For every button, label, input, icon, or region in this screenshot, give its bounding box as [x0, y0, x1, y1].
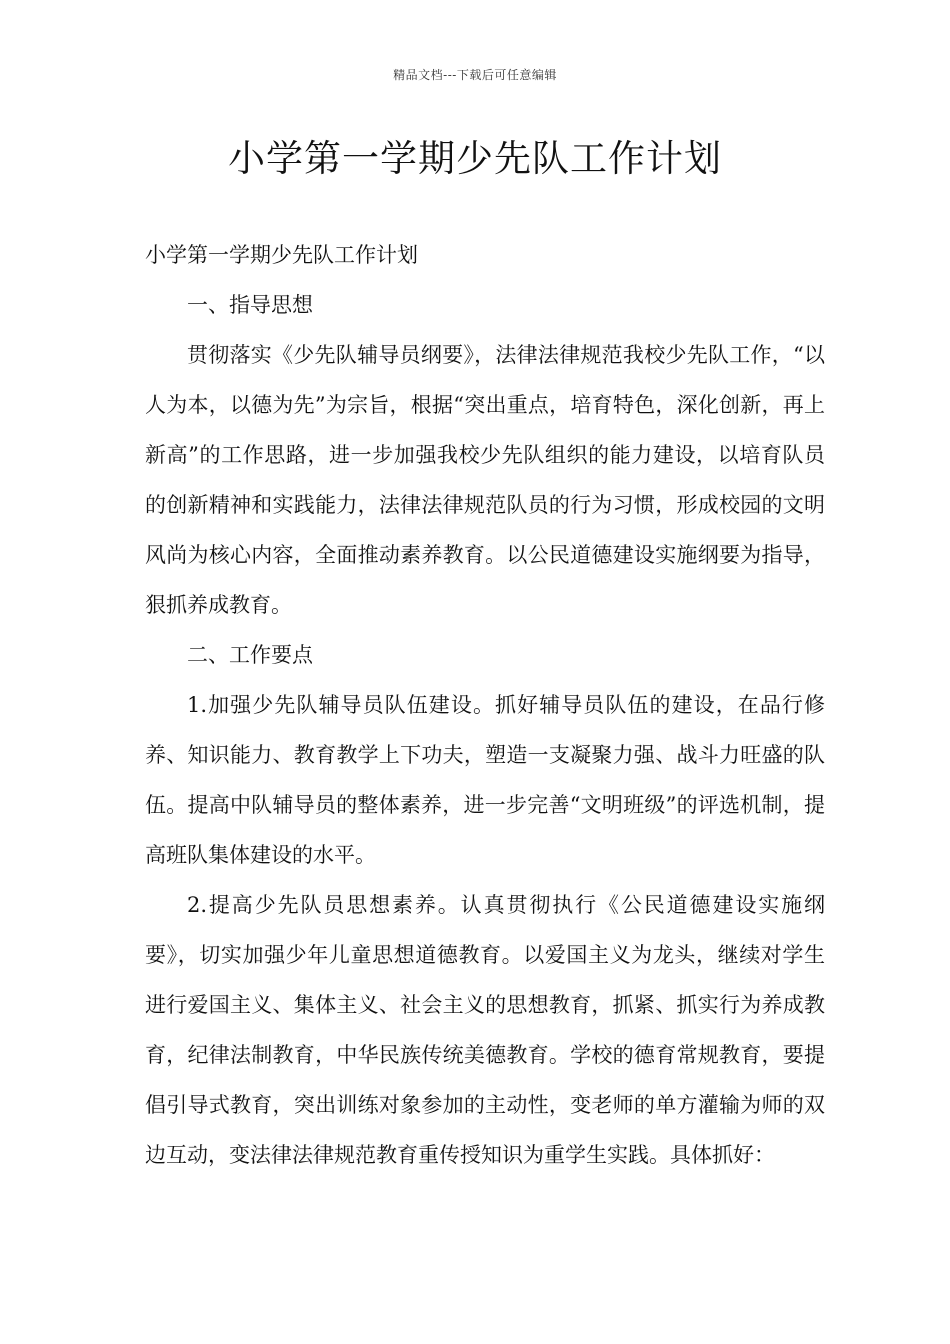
paragraph-point-1: 1.加强少先队辅导员队伍建设。抓好辅导员队伍的建设，在品行修养、知识能力、教育教学上下功夫，塑造一支凝聚力强、战斗力旺盛的队伍。提高中队辅导员的整体素养，进一步完善“文明班级”的评选机制，提高班队集体建设的水平。 [145, 693, 825, 867]
document-title: 小学第一学期少先队工作计划 [228, 137, 722, 180]
paragraph-point-2: 2.提高少先队员思想素养。认真贯彻执行《公民道德建设实施纲要》，切实加强少年儿童思想道德教育。以爱国主义为龙头，继续对学生进行爱国主义、集体主义、社会主义的思想教育，抓紧、抓实行为养成教育，纪律法制教育，中华民族传统美德教育。学校的德育常规教育，要提倡引导式教育，突出训练对象参加的主动性，变老师的单方灌输为师的双边互动，变法律法律规范教育重传授知识为重学生实践。具体抓好： [145, 893, 825, 1167]
section-heading-guiding-ideology: 一、指导思想 [187, 293, 313, 317]
header-watermark: 精品文档---下载后可任意编辑 [393, 68, 557, 82]
document-subtitle: 小学第一学期少先队工作计划 [145, 243, 418, 267]
paragraph-guiding-ideology: 贯彻落实《少先队辅导员纲要》，法律法律规范我校少先队工作，“以人为本，以德为先”为宗旨，根据“突出重点，培育特色，深化创新，再上新高”的工作思路，进一步加强我校少先队组织的能力建设，以培育队员的创新精神和实践能力，法律法律规范队员的行为习惯，形成校园的文明风尚为核心内容，全面推动素养教育。以公民道德建设实施纲要为指导，狠抓养成教育。 [145, 343, 825, 617]
section-heading-work-points: 二、工作要点 [187, 643, 313, 667]
document-body [145, 230, 825, 1180]
